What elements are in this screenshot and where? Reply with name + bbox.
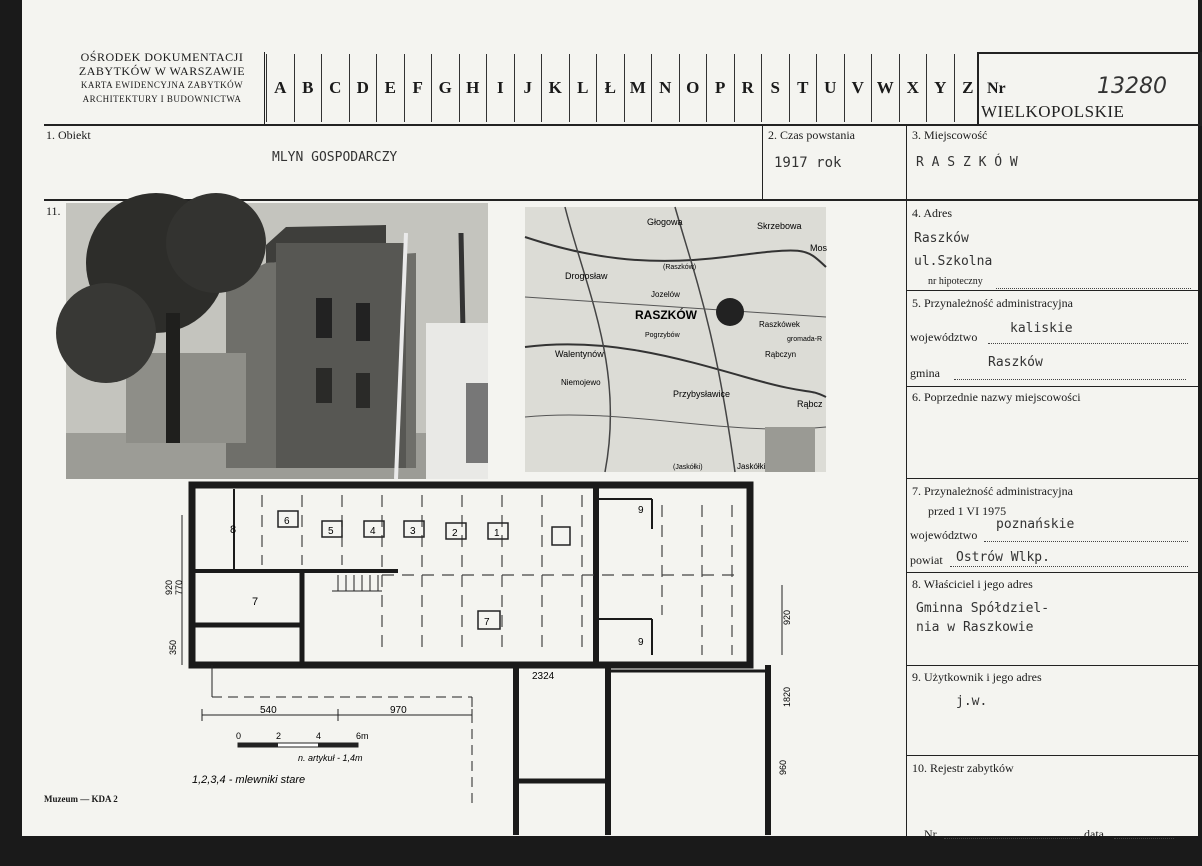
field-7-powiat-value: Ostrów Wlkp. xyxy=(956,550,1050,565)
index-letter: N xyxy=(651,54,679,122)
field-6-label: 6. Poprzednie nazwy miejscowości xyxy=(912,390,1081,404)
field-7-label: 7. Przynależność administracyjna xyxy=(912,484,1073,498)
room-label-9b: 9 xyxy=(638,637,644,648)
divider xyxy=(906,572,1198,573)
field-5-woj-value: kaliskie xyxy=(1010,321,1073,336)
index-letter: K xyxy=(541,54,569,122)
map-label-rabcz: Rąbcz xyxy=(797,399,823,409)
field-5-gmina-value: Raszków xyxy=(988,355,1043,370)
field-8-line2: nia w Raszkowie xyxy=(916,620,1034,635)
map-label-jozelow: Jozelów xyxy=(651,290,680,299)
field-11-label: 11. xyxy=(46,204,61,218)
machine-label-4: 4 xyxy=(370,526,376,537)
index-letter: C xyxy=(321,54,349,122)
map-graphic xyxy=(525,207,826,472)
scale-6m: 6m xyxy=(356,731,369,741)
dotted-line xyxy=(996,287,1191,289)
dotted-line xyxy=(950,565,1188,567)
field-4-label: 4. Adres xyxy=(912,206,952,220)
divider xyxy=(906,386,1198,387)
index-letter: V xyxy=(844,54,872,122)
room-label-8: 8 xyxy=(230,524,237,536)
dotted-line xyxy=(988,342,1188,344)
scale-caption: n. artykuł - 1,4m xyxy=(298,753,363,763)
index-letter: Y xyxy=(926,54,954,122)
divider xyxy=(906,126,907,836)
map-label-drogoslaw: Drogosław xyxy=(565,271,608,281)
map-label-niemojewo: Niemojewo xyxy=(561,378,601,387)
field-1-label: 1. Obiekt xyxy=(46,128,91,142)
machine-label-7: 7 xyxy=(484,617,490,628)
field-9-label: 9. Użytkownik i jego adres xyxy=(912,670,1042,684)
field-9-value: j.w. xyxy=(956,694,988,709)
institution-line3: KARTA EWIDENCYJNA ZABYTKÓW xyxy=(80,80,244,90)
dotted-line xyxy=(944,837,1080,839)
index-letter: L xyxy=(569,54,597,122)
index-letter: O xyxy=(679,54,707,122)
room-label-7: 7 xyxy=(252,596,259,608)
dim-540: 540 xyxy=(260,705,277,716)
index-letter: Z xyxy=(954,54,982,122)
field-8-label: 8. Właściciel i jego adres xyxy=(912,577,1033,591)
machine-label-5: 5 xyxy=(328,526,334,537)
map-label-pogrzybow: Pogrzybów xyxy=(645,332,680,339)
dotted-line xyxy=(954,378,1186,380)
index-letter: T xyxy=(789,54,817,122)
index-letter: U xyxy=(816,54,844,122)
scale-4: 4 xyxy=(316,731,322,741)
alphabet-index xyxy=(266,54,981,122)
field-5-woj-label: województwo xyxy=(910,330,978,344)
index-letter: I xyxy=(486,54,514,122)
institution-line1: OŚRODEK DOKUMENTACJI xyxy=(80,50,244,64)
index-letter: F xyxy=(404,54,432,122)
field-4-line1: Raszków xyxy=(914,231,969,246)
index-letter: M xyxy=(624,54,652,122)
machine-label-3: 3 xyxy=(410,526,416,537)
region-stamp: WIELKOPOLSKIE xyxy=(981,102,1125,121)
index-letter: Ł xyxy=(596,54,624,122)
index-letter: X xyxy=(899,54,927,122)
field-2-label: 2. Czas powstania xyxy=(768,128,855,142)
plan-legend: 1,2,3,4 - mlewniki stare xyxy=(192,774,306,786)
index-letter: E xyxy=(376,54,404,122)
index-letter: S xyxy=(761,54,789,122)
mill-photo-graphic xyxy=(66,203,488,479)
dim-770: 770 xyxy=(174,579,184,595)
map-label-glogowa: Głogowa xyxy=(647,217,683,227)
index-letter: G xyxy=(431,54,459,122)
dim-920-left: 920 xyxy=(164,579,174,595)
field-7-woj-label: województwo xyxy=(910,528,978,542)
index-letter: R xyxy=(734,54,762,122)
floor-plan xyxy=(142,475,792,835)
map-label-rasz-paren: (Raszków) xyxy=(663,264,697,271)
field-3-value: R A S Z K Ó W xyxy=(916,155,1018,170)
field-10-nr-label: Nr xyxy=(924,827,937,841)
map-label-rabczyn: Rąbczyn xyxy=(765,350,797,359)
field-10-data-label: data xyxy=(1084,827,1104,841)
floor-plan-graphic xyxy=(142,475,792,835)
location-map xyxy=(525,207,826,472)
divider xyxy=(906,755,1198,756)
machine-label-6: 6 xyxy=(284,516,290,527)
field-2-value: 1917 rok xyxy=(774,155,842,171)
dim-1820: 1820 xyxy=(782,686,792,707)
field-5-gmina-label: gmina xyxy=(910,366,940,380)
field-5-label: 5. Przynależność administracyjna xyxy=(912,296,1073,310)
nr-value: 13280 xyxy=(1097,74,1167,99)
map-label-jaskolki: Jaskółki xyxy=(737,462,766,471)
map-label-raszkow: RASZKÓW xyxy=(635,308,697,322)
field-7-powiat-label: powiat xyxy=(910,553,943,567)
dim-960: 960 xyxy=(778,759,788,775)
institution-header xyxy=(52,50,272,106)
field-8-line1: Gminna Spółdziel- xyxy=(916,601,1050,616)
divider xyxy=(762,126,763,200)
map-label-gromada: gromada-R xyxy=(787,336,823,343)
index-letter: D xyxy=(349,54,377,122)
dim-350: 350 xyxy=(168,639,178,655)
footer-note: Muzeum — KDA 2 xyxy=(44,794,118,804)
machine-label-2: 2 xyxy=(452,528,458,539)
divider xyxy=(264,52,265,124)
map-label-walentynow: Walentynów xyxy=(555,349,604,359)
divider xyxy=(906,290,1198,291)
index-letter: B xyxy=(294,54,322,122)
divider xyxy=(44,124,1198,126)
building-photo xyxy=(66,203,488,479)
machine-label-1: 1 xyxy=(494,528,500,539)
field-7-woj-value: poznańskie xyxy=(996,517,1075,532)
room-label-9a: 9 xyxy=(638,505,644,516)
map-label-raszkowek: Raszkówek xyxy=(759,320,800,329)
map-label-jaskolki2: (Jaskółki) xyxy=(673,464,703,471)
index-letter: P xyxy=(706,54,734,122)
field-10-label: 10. Rejestr zabytków xyxy=(912,761,1014,775)
field-1-value: MLYN GOSPODARCZY xyxy=(272,150,398,165)
dim-920-right: 920 xyxy=(782,609,792,625)
map-label-przybyslawice: Przybysławice xyxy=(673,389,731,399)
dotted-line xyxy=(984,540,1188,542)
index-letter: A xyxy=(266,54,294,122)
record-card xyxy=(22,0,1198,841)
scale-0: 0 xyxy=(236,731,242,741)
index-letter: W xyxy=(871,54,899,122)
nr-label: Nr xyxy=(987,80,1006,97)
dim-2324: 2324 xyxy=(532,671,555,682)
field-4-hip-label: nr hipoteczny xyxy=(928,276,983,287)
number-box xyxy=(977,52,1202,126)
index-letter: H xyxy=(459,54,487,122)
institution-line4: ARCHITEKTURY I BUDOWNICTWA xyxy=(82,94,242,104)
institution-line2: ZABYTKÓW W WARSZAWIE xyxy=(78,64,246,78)
map-label-skrzebowa: Skrzebowa xyxy=(757,221,802,231)
map-label-mos: Mos xyxy=(810,243,828,253)
dim-970: 970 xyxy=(390,705,407,716)
field-3-label: 3. Miejscowość xyxy=(912,128,988,142)
divider xyxy=(906,478,1198,479)
dotted-line xyxy=(1114,837,1174,839)
scale-2: 2 xyxy=(276,731,282,741)
index-letter: J xyxy=(514,54,542,122)
divider xyxy=(906,665,1198,666)
field-7-before: przed 1 VI 1975 xyxy=(928,504,1007,518)
field-4-line2: ul.Szkolna xyxy=(914,254,993,269)
